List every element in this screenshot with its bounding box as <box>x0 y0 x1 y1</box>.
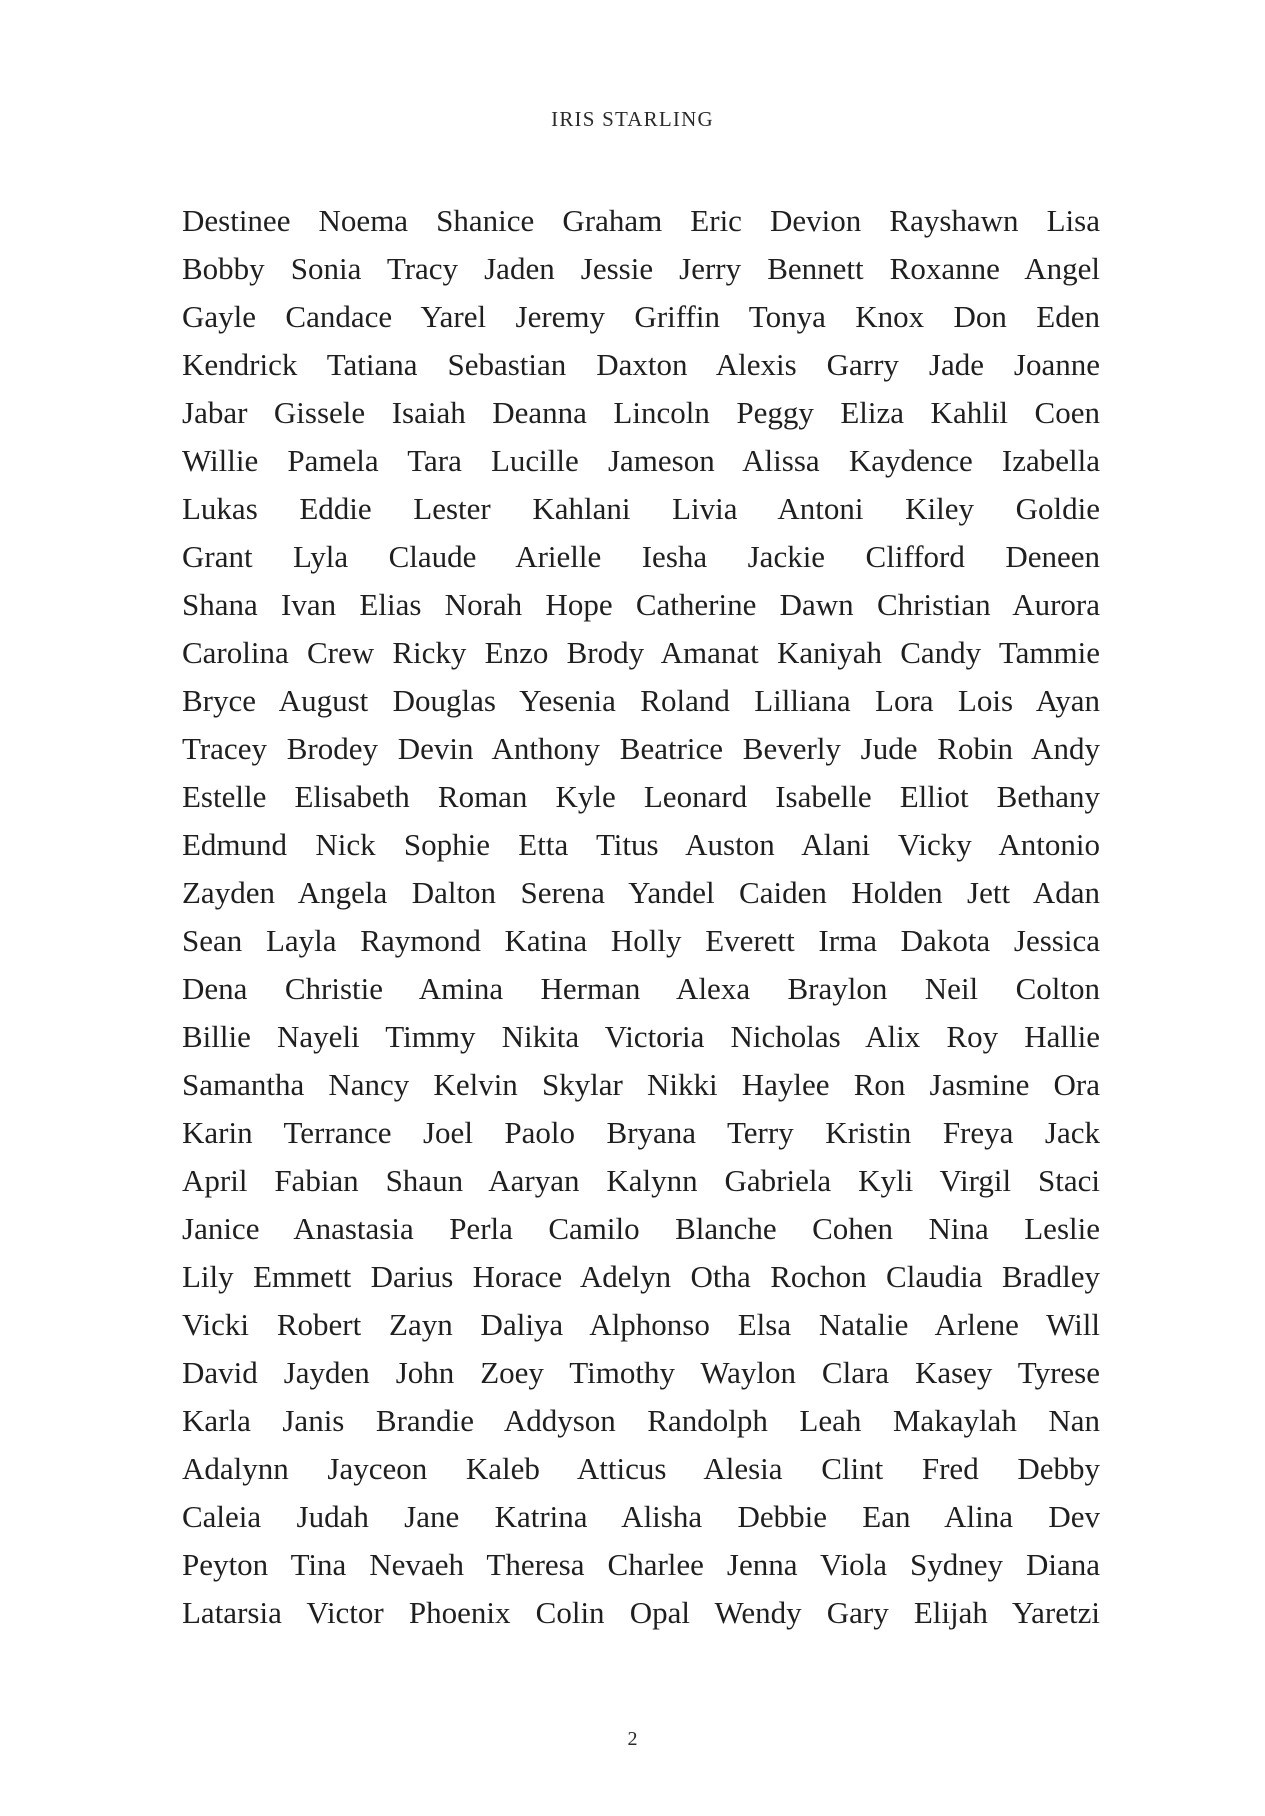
text-line: Lily Emmett Darius Horace Adelyn Otha Rochon Claudia Bradley <box>182 1259 1100 1294</box>
text-line: Zayden Angela Dalton Serena Yandel Caiden Holden Jett Adan <box>182 875 1100 910</box>
text-line: April Fabian Shaun Aaryan Kalynn Gabriela Kyli Virgil Staci <box>182 1163 1100 1198</box>
text-line: Latarsia Victor Phoenix Colin Opal Wendy Gary Elijah Yaretzi <box>182 1595 1100 1630</box>
text-line: Dena Christie Amina Herman Alexa Braylon Neil Colton <box>182 971 1100 1006</box>
text-line: Edmund Nick Sophie Etta Titus Auston Alani Vicky Antonio <box>182 827 1100 862</box>
text-line: David Jayden John Zoey Timothy Waylon Clara Kasey Tyrese <box>182 1355 1100 1390</box>
text-line: Kendrick Tatiana Sebastian Daxton Alexis Garry Jade Joanne <box>182 347 1100 382</box>
text-line: Willie Pamela Tara Lucille Jameson Alissa Kaydence Izabella <box>182 443 1100 478</box>
text-line: Estelle Elisabeth Roman Kyle Leonard Isabelle Elliot Bethany <box>182 779 1100 814</box>
text-line: Destinee Noema Shanice Graham Eric Devion Rayshawn Lisa <box>182 203 1100 238</box>
text-line: Sean Layla Raymond Katina Holly Everett Irma Dakota Jessica <box>182 923 1100 958</box>
text-line: Adalynn Jayceon Kaleb Atticus Alesia Clint Fred Debby <box>182 1451 1100 1486</box>
text-line: Tracey Brodey Devin Anthony Beatrice Beverly Jude Robin Andy <box>182 731 1100 766</box>
text-line: Shana Ivan Elias Norah Hope Catherine Dawn Christian Aurora <box>182 587 1100 622</box>
text-line: Carolina Crew Ricky Enzo Brody Amanat Kaniyah Candy Tammie <box>182 635 1100 670</box>
running-header-title: IRIS STARLING <box>551 107 714 131</box>
text-line: Karla Janis Brandie Addyson Randolph Leah Makaylah Nan <box>182 1403 1100 1438</box>
text-line: Samantha Nancy Kelvin Skylar Nikki Haylee Ron Jasmine Ora <box>182 1067 1100 1102</box>
text-line: Billie Nayeli Timmy Nikita Victoria Nicholas Alix Roy Hallie <box>182 1019 1100 1054</box>
text-line: Lukas Eddie Lester Kahlani Livia Antoni Kiley Goldie <box>182 491 1100 526</box>
text-line: Caleia Judah Jane Katrina Alisha Debbie Ean Alina Dev <box>182 1499 1100 1534</box>
text-line: Vicki Robert Zayn Daliya Alphonso Elsa Natalie Arlene Will <box>182 1307 1100 1342</box>
text-line: Gayle Candace Yarel Jeremy Griffin Tonya Knox Don Eden <box>182 299 1100 334</box>
text-line: Karin Terrance Joel Paolo Bryana Terry Kristin Freya Jack <box>182 1115 1100 1150</box>
text-line: Grant Lyla Claude Arielle Iesha Jackie Clifford Deneen <box>182 539 1100 574</box>
text-line: Bobby Sonia Tracy Jaden Jessie Jerry Bennett Roxanne Angel <box>182 251 1100 286</box>
text-line: Bryce August Douglas Yesenia Roland Lilliana Lora Lois Ayan <box>182 683 1100 718</box>
page-number: 2 <box>627 1728 638 1750</box>
text-line: Peyton Tina Nevaeh Theresa Charlee Jenna Viola Sydney Diana <box>182 1547 1100 1582</box>
text-line: Jabar Gissele Isaiah Deanna Lincoln Peggy Eliza Kahlil Coen <box>182 395 1100 430</box>
text-line: Janice Anastasia Perla Camilo Blanche Cohen Nina Leslie <box>182 1211 1100 1246</box>
body-text <box>182 197 1100 1637</box>
